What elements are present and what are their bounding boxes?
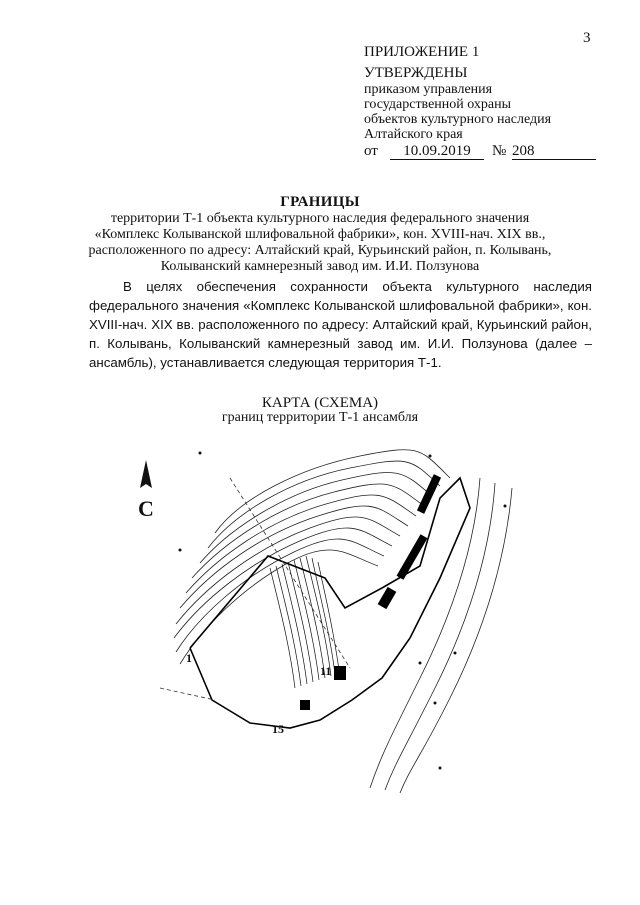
heading-line: территории Т-1 объекта культурного наследия федерального значения bbox=[110, 211, 530, 226]
appendix-label: ПРИЛОЖЕНИЕ 1 bbox=[364, 44, 480, 60]
heading-line: Колыванский камнерезный завод им. И.И. Ползунова bbox=[160, 259, 480, 274]
north-label: С bbox=[138, 496, 154, 521]
number-prefix: № bbox=[492, 143, 507, 159]
approval-line: государственной охраны bbox=[364, 97, 512, 112]
heading-line: «Комплекс Колыванской шлифовальной фабрики», кон. XVIII-нач. XIX вв., bbox=[94, 227, 546, 242]
approval-block bbox=[364, 66, 551, 162]
heading-line: расположенного по адресу: Алтайский край, Курьинский район, п. Колывань, bbox=[88, 243, 552, 258]
approval-line: приказом управления bbox=[364, 82, 493, 97]
page-number: 3 bbox=[583, 30, 591, 46]
point-label: 1 bbox=[186, 651, 192, 665]
approval-title: УТВЕРЖДЕНЫ bbox=[364, 65, 468, 81]
approval-line: объектов культурного наследия bbox=[364, 112, 552, 127]
point-label: 15 bbox=[272, 722, 284, 736]
approval-line: Алтайского края bbox=[364, 127, 463, 142]
date-prefix: от bbox=[364, 143, 378, 159]
decree-number: 208 bbox=[512, 144, 596, 160]
decree-date: 10.09.2019 bbox=[390, 144, 484, 160]
heading-title: ГРАНИЦЫ bbox=[280, 194, 360, 210]
map-subtitle: границ территории Т-1 ансамбля bbox=[221, 410, 419, 425]
paragraph-text: В целях обеспечения сохранности объекта культурного наследия федерального значения «Комплекс Колыванской шлифовальной фабрики», кон. XVIII-нач. XIX вв. расположенного по адресу: Алтайский край, Курьинский район, п. Колывань, Колыванский камнерезный завод им. И.И. Ползунова (далее – ансамбль), устанавливается следующая территория Т-1. bbox=[89, 279, 592, 370]
river-contours bbox=[370, 478, 512, 793]
document-heading bbox=[0, 194, 640, 275]
survey-points bbox=[179, 452, 507, 770]
territory-map bbox=[120, 438, 540, 798]
north-arrow-icon bbox=[140, 460, 152, 488]
decree-row bbox=[364, 144, 551, 162]
map-title: КАРТА (СХЕМА) bbox=[261, 395, 379, 411]
point-label: 11 bbox=[320, 664, 332, 678]
body-paragraph bbox=[89, 277, 592, 372]
